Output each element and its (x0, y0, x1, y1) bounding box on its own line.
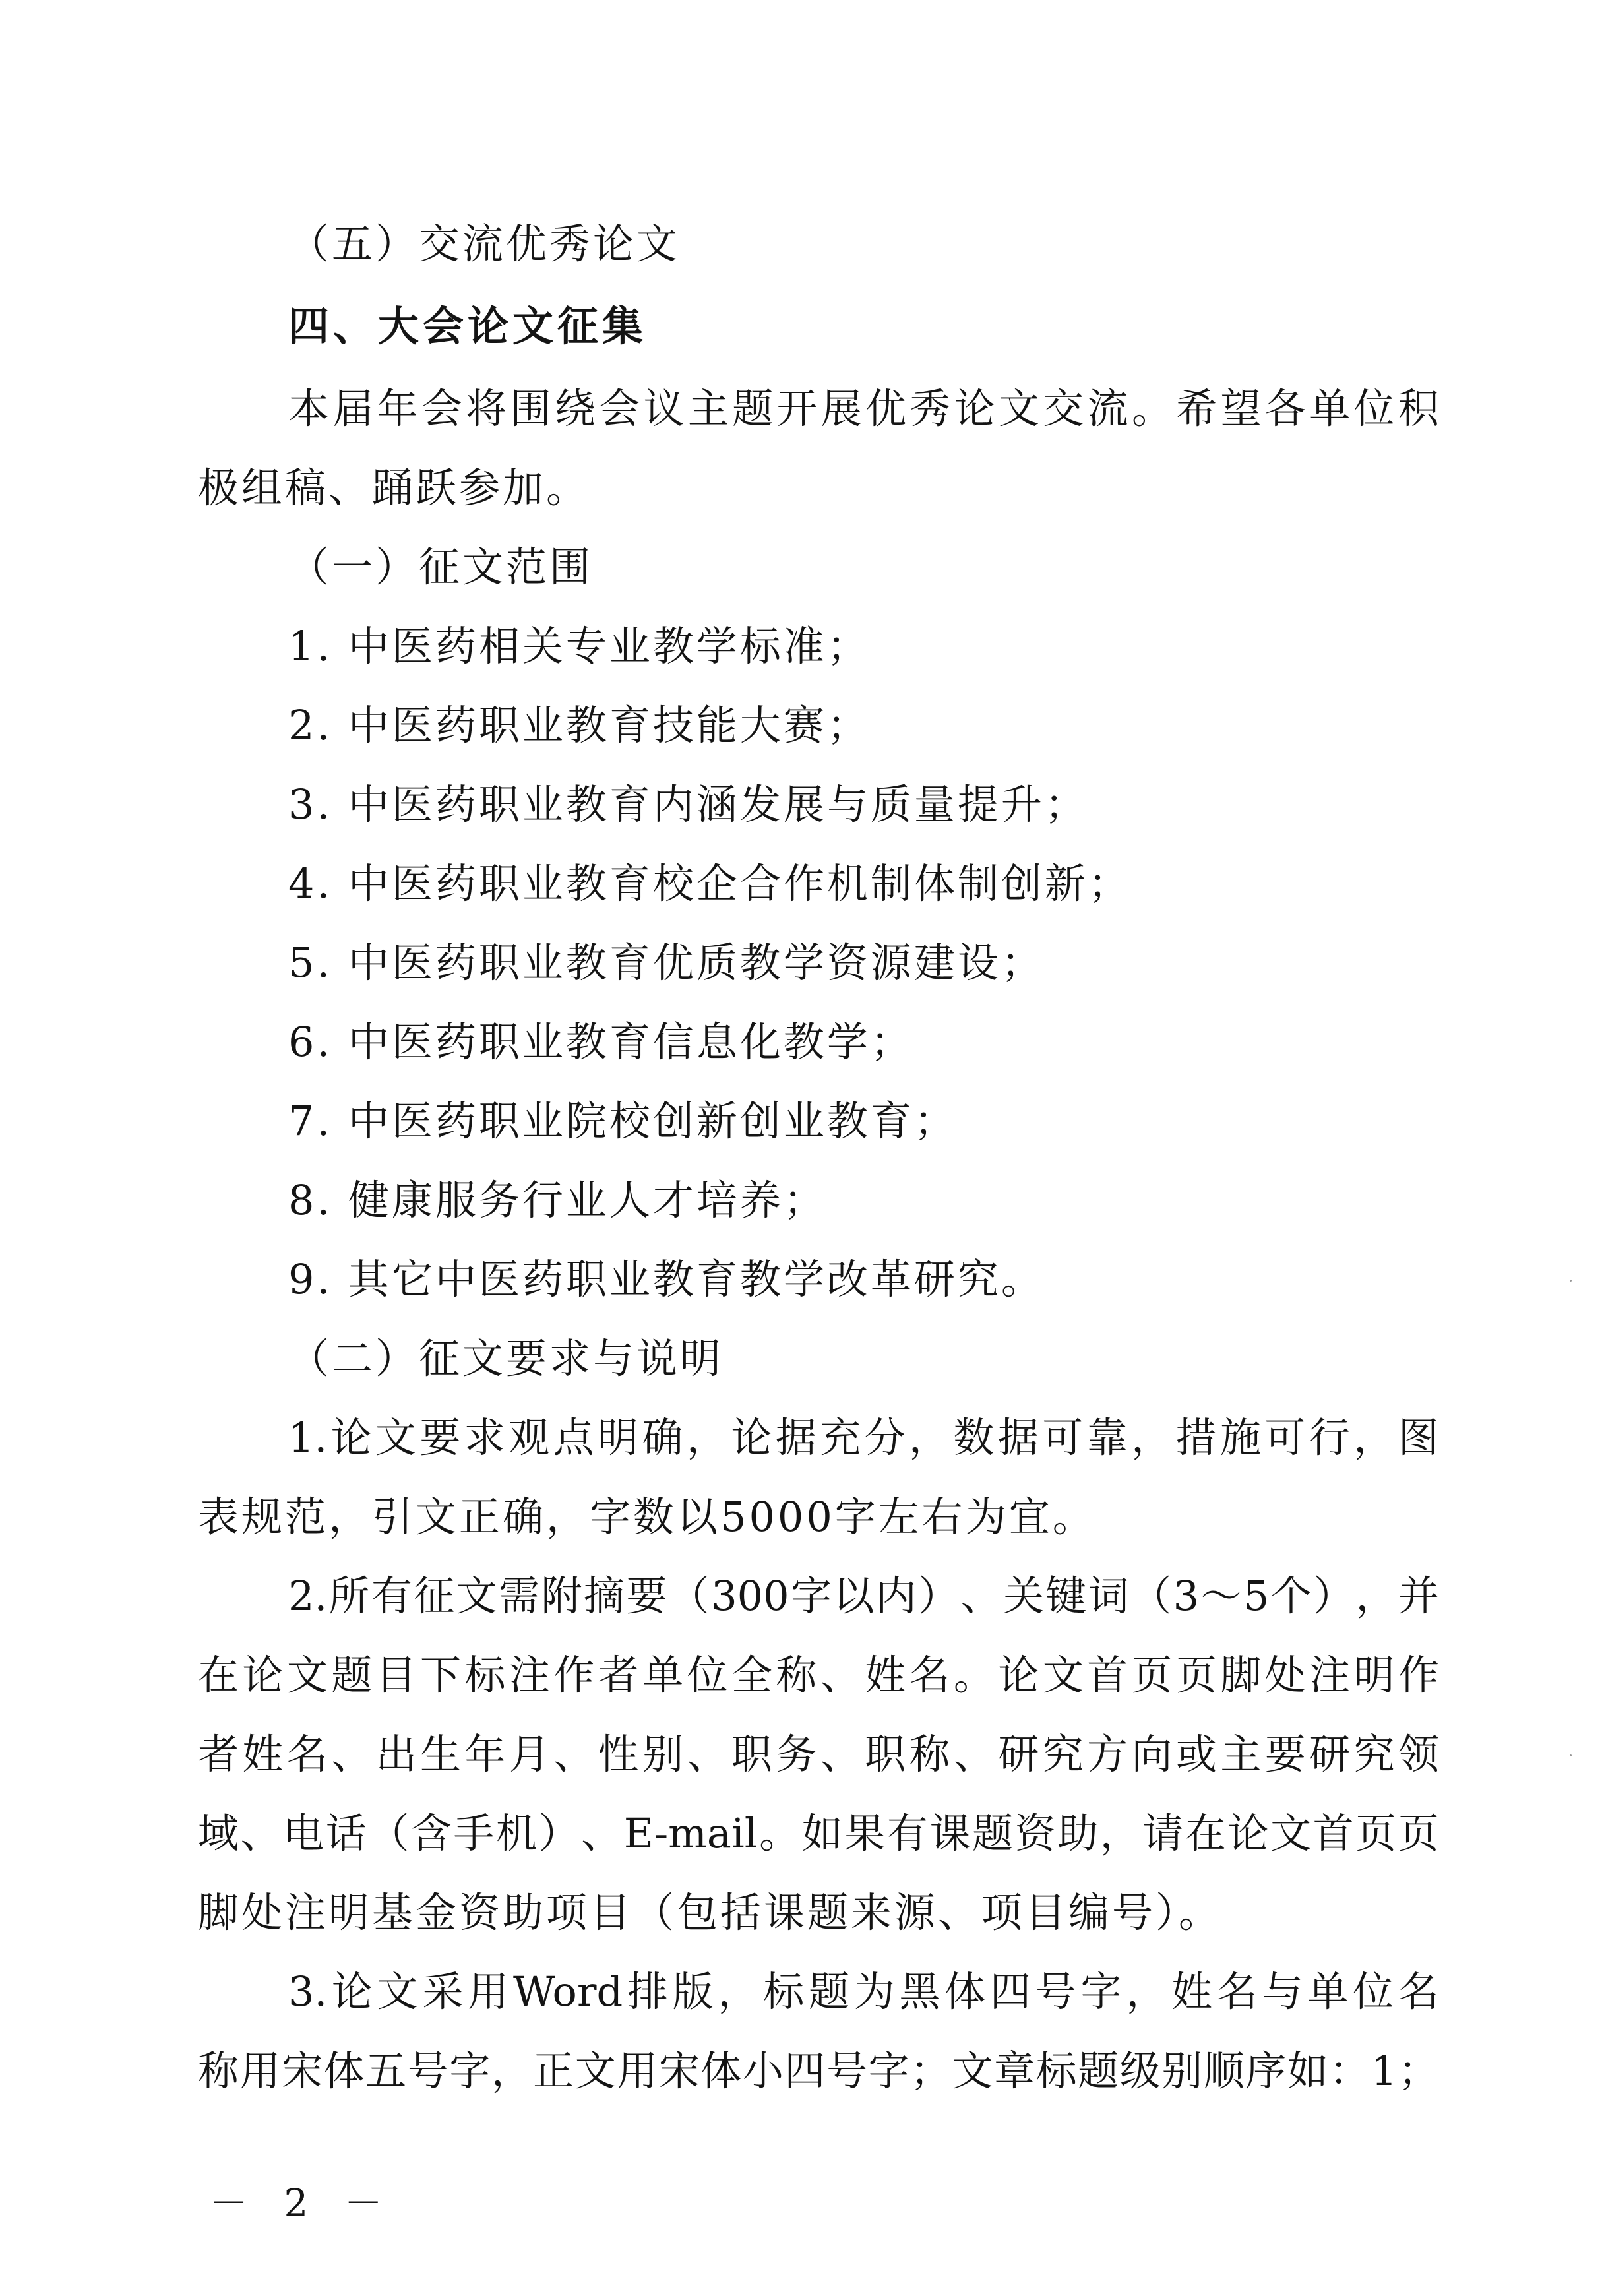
glyph: 3. (288, 1968, 328, 2016)
list-item: 5. 中医药职业教育优质教学资源建设； (288, 939, 1045, 987)
glyph: 称 (776, 1651, 817, 1699)
glyph: ， (1099, 1809, 1141, 1857)
glyph: 四 (784, 2047, 826, 2095)
glyph: ， (686, 1413, 727, 1462)
glyph: 标 (464, 1651, 506, 1699)
glyph: 摘 (583, 1572, 625, 1620)
section-subheading-five: （五）交流优秀论文 (288, 220, 681, 268)
glyph: 字 (868, 2047, 909, 2095)
requirement-1-line-1 (288, 1412, 1439, 1464)
glyph: 为 (853, 1968, 895, 2016)
glyph: 助 (1057, 1809, 1099, 1857)
glyph: 围 (510, 385, 551, 433)
glyph: 页 (1131, 1651, 1173, 1699)
glyph: 300 (711, 1572, 789, 1620)
glyph: 领 (1398, 1730, 1439, 1778)
glyph: 性 (598, 1730, 639, 1778)
glyph: （ (668, 1572, 710, 1620)
glyph: ； (910, 2047, 952, 2095)
scan-speck (1570, 1754, 1572, 1756)
list-item: 2. 中医药职业教育技能大赛； (288, 701, 871, 749)
glyph: 号 (1035, 1968, 1076, 2016)
glyph: 注 (508, 1651, 550, 1699)
glyph: 1 (1371, 2047, 1398, 2095)
glyph: 论 (998, 1651, 1039, 1699)
glyph: 体 (700, 2047, 742, 2095)
glyph: 积 (1398, 385, 1439, 433)
subheading-scope: （一）征文范围 (288, 543, 594, 591)
glyph: 论 (1227, 1809, 1269, 1857)
glyph: 名 (286, 1730, 328, 1778)
glyph: 明 (598, 1413, 639, 1462)
glyph: ， (718, 1968, 759, 2016)
glyph: 者 (598, 1651, 639, 1699)
glyph: 5 (1243, 1572, 1270, 1620)
glyph: 年 (377, 385, 418, 433)
glyph: 所 (328, 1572, 370, 1620)
glyph: 文 (456, 1572, 497, 1620)
glyph: 体 (944, 1968, 986, 2016)
glyph: 、 (687, 1730, 728, 1778)
glyph: 向 (1131, 1730, 1173, 1778)
glyph: 论 (331, 1968, 373, 2016)
glyph: （ (1130, 1572, 1172, 1620)
glyph: 单 (1309, 385, 1351, 433)
glyph: 个 (1270, 1572, 1312, 1620)
glyph: 观 (508, 1413, 550, 1462)
glyph: 行 (1309, 1413, 1350, 1462)
paragraph-intro-line-2: 极组稿、踊跃参加。 (198, 464, 590, 512)
glyph: 、 (240, 1809, 282, 1857)
glyph: 字 (1080, 1968, 1122, 2016)
glyph: Word (512, 1968, 623, 2016)
glyph: 用 (468, 1968, 509, 2016)
glyph: 版 (672, 1968, 714, 2016)
glyph: 称 (198, 2047, 239, 2095)
glyph: 位 (1353, 1968, 1394, 2016)
glyph: 究 (1353, 1730, 1395, 1778)
glyph: 四 (990, 1968, 1032, 2016)
glyph: 关 (1002, 1572, 1044, 1620)
glyph: 在 (198, 1651, 239, 1699)
glyph: 话 (325, 1809, 367, 1857)
glyph: 页 (1175, 1651, 1217, 1699)
glyph: ： (1329, 2047, 1371, 2095)
glyph: 施 (1220, 1413, 1262, 1462)
glyph: 手 (453, 1809, 495, 1857)
glyph: 议 (643, 385, 685, 433)
glyph: 据 (997, 1413, 1039, 1462)
glyph: 、 (581, 1809, 623, 1857)
glyph: 与 (1262, 1968, 1303, 2016)
glyph: 用 (239, 2047, 281, 2095)
glyph: 作 (553, 1651, 595, 1699)
glyph: 、 (953, 1730, 995, 1778)
glyph: 题 (808, 1968, 849, 2016)
subheading-requirements: （二）征文要求与说明 (288, 1334, 724, 1382)
scan-speck (1570, 1280, 1572, 1282)
glyph: 会 (599, 385, 640, 433)
glyph: 月 (508, 1730, 550, 1778)
glyph: 将 (466, 385, 507, 433)
glyph: 研 (998, 1730, 1039, 1778)
glyph: 。 (1131, 385, 1173, 433)
glyph: 别 (642, 1730, 684, 1778)
glyph: 论 (731, 1413, 772, 1462)
glyph: 如 (1287, 2047, 1328, 2095)
glyph: 字 (449, 2047, 491, 2095)
glyph: 黑 (899, 1968, 940, 2016)
glyph: 字 (790, 1572, 832, 1620)
glyph: ， (1131, 1413, 1173, 1462)
glyph: 年 (464, 1730, 506, 1778)
glyph: 采 (422, 1968, 464, 2016)
glyph: 键 (1045, 1572, 1087, 1620)
glyph: 有 (886, 1809, 928, 1857)
glyph: 章 (994, 2047, 1035, 2095)
glyph: 内 (875, 1572, 917, 1620)
glyph: 宋 (282, 2047, 323, 2095)
glyph: 作 (1398, 1651, 1439, 1699)
glyph: 。 (759, 1809, 801, 1857)
glyph: ， (909, 1413, 950, 1462)
glyph: ） (538, 1809, 580, 1857)
paragraph-intro-line-1 (288, 383, 1439, 435)
glyph: 届 (332, 385, 374, 433)
glyph: 出 (375, 1730, 417, 1778)
glyph: 并 (1398, 1572, 1439, 1620)
glyph: ， (1126, 1968, 1167, 2016)
glyph: 开 (776, 385, 818, 433)
requirement-2-line-4 (198, 1807, 1439, 1860)
glyph: 名 (1398, 1968, 1439, 2016)
glyph: 称 (909, 1730, 950, 1778)
glyph: 点 (553, 1413, 594, 1462)
glyph: 要 (1264, 1730, 1306, 1778)
glyph: 文 (999, 385, 1040, 433)
list-item: 8. 健康服务行业人才培养； (288, 1176, 827, 1224)
glyph: 位 (1353, 385, 1395, 433)
glyph: 3 (1173, 1572, 1200, 1620)
glyph: 脚 (1220, 1651, 1262, 1699)
glyph: 希 (1176, 385, 1217, 433)
glyph: 首 (1087, 1651, 1128, 1699)
glyph: 求 (464, 1413, 505, 1462)
glyph: 注 (1309, 1651, 1351, 1699)
glyph: ， (1355, 1572, 1397, 1620)
glyph: 在 (1185, 1809, 1226, 1857)
glyph: 下 (420, 1651, 462, 1699)
glyph: 题 (1078, 2047, 1119, 2095)
requirement-3-line-1 (288, 1966, 1439, 2018)
glyph: 交 (1043, 385, 1084, 433)
list-item: 1. 中医药相关专业教学标准； (288, 622, 871, 670)
glyph: 五 (365, 2047, 407, 2095)
glyph: ～ (1200, 1572, 1242, 1620)
glyph: 主 (687, 385, 729, 433)
glyph: ） (918, 1572, 960, 1620)
glyph: 各 (1264, 385, 1306, 433)
glyph: 会 (421, 385, 462, 433)
glyph: 生 (420, 1730, 462, 1778)
glyph: 可 (1042, 1413, 1084, 1462)
glyph: 展 (820, 385, 862, 433)
glyph: 文 (377, 1968, 418, 2016)
glyph: 目 (375, 1651, 417, 1699)
glyph: 文 (286, 1651, 328, 1699)
glyph: 图 (1398, 1413, 1439, 1462)
glyph: 需 (499, 1572, 540, 1620)
glyph: 究 (1042, 1730, 1084, 1778)
requirement-3-line-2 (198, 2045, 1439, 2097)
glyph: 征 (414, 1572, 455, 1620)
glyph: 课 (929, 1809, 971, 1857)
page-number: － 2 － (210, 2181, 394, 2225)
glyph: 1. (288, 1413, 328, 1462)
glyph: 论 (242, 1651, 284, 1699)
glyph: 、 (820, 1651, 861, 1699)
glyph: 姓 (1171, 1968, 1213, 2016)
glyph: 、 (553, 1730, 595, 1778)
glyph: 文 (1270, 1809, 1312, 1857)
glyph: 标 (763, 1968, 805, 2016)
glyph: 确 (642, 1413, 683, 1462)
glyph: 要 (419, 1413, 461, 1462)
glyph: 。 (953, 1651, 995, 1699)
glyph: 姓 (865, 1651, 906, 1699)
glyph: 姓 (242, 1730, 284, 1778)
glyph: 绕 (554, 385, 596, 433)
glyph: 研 (1309, 1730, 1351, 1778)
glyph: 标 (1035, 2047, 1077, 2095)
glyph: 序 (1245, 2047, 1287, 2095)
glyph: 别 (1161, 2047, 1203, 2095)
glyph: 望 (1220, 385, 1262, 433)
glyph: 位 (687, 1651, 728, 1699)
glyph: 果 (844, 1809, 886, 1857)
glyph: 以 (833, 1572, 875, 1620)
glyph: 名 (909, 1651, 950, 1699)
list-item: 9. 其它中医药职业教育教学改革研究。 (288, 1255, 1045, 1303)
glyph: 顺 (1203, 2047, 1245, 2095)
glyph: 论 (954, 385, 995, 433)
glyph: 名 (1216, 1968, 1258, 2016)
glyph: 正 (533, 2047, 574, 2095)
glyph: 含 (410, 1809, 452, 1857)
glyph: 本 (288, 385, 330, 433)
glyph: 宋 (658, 2047, 700, 2095)
glyph: 号 (826, 2047, 867, 2095)
glyph: 单 (1307, 1968, 1349, 2016)
glyph: 优 (865, 385, 907, 433)
glyph: 全 (731, 1651, 772, 1699)
glyph: 或 (1175, 1730, 1217, 1778)
glyph: 体 (323, 2047, 365, 2095)
glyph: 电 (283, 1809, 324, 1857)
glyph: 2. (288, 1572, 328, 1620)
glyph: 分 (864, 1413, 906, 1462)
glyph: E-mail (623, 1809, 758, 1857)
glyph: 词 (1088, 1572, 1129, 1620)
glyph: 资 (1014, 1809, 1056, 1857)
glyph: 附 (541, 1572, 582, 1620)
glyph: 页 (1398, 1809, 1439, 1857)
list-item: 7. 中医药职业院校创新创业教育； (288, 1097, 958, 1145)
glyph: 、 (331, 1730, 373, 1778)
glyph: 题 (732, 385, 774, 433)
glyph: 号 (407, 2047, 448, 2095)
glyph: 用 (617, 2047, 658, 2095)
glyph: 如 (801, 1809, 843, 1857)
glyph: 务 (776, 1730, 817, 1778)
glyph: 主 (1220, 1730, 1262, 1778)
glyph: ， (1353, 1413, 1395, 1462)
glyph: 级 (1119, 2047, 1161, 2095)
glyph: ， (491, 2047, 532, 2095)
requirement-2-line-3 (198, 1728, 1439, 1781)
glyph: 要 (626, 1572, 667, 1620)
glyph: 域 (198, 1809, 239, 1857)
glyph: 据 (775, 1413, 816, 1462)
glyph: 题 (331, 1651, 373, 1699)
glyph: 文 (574, 2047, 616, 2095)
list-item: 4. 中医药职业教育校企合作机制体制创新； (288, 859, 1132, 908)
glyph: 机 (496, 1809, 538, 1857)
glyph: 职 (731, 1730, 772, 1778)
glyph: 秀 (909, 385, 951, 433)
glyph: 职 (865, 1730, 906, 1778)
glyph: 充 (820, 1413, 861, 1462)
glyph: 者 (198, 1730, 239, 1778)
glyph: 页 (1355, 1809, 1397, 1857)
requirement-1-line-2: 表规范，引文正确，字数以5000字左右为宜。 (198, 1493, 1096, 1541)
glyph: 数 (953, 1413, 995, 1462)
glyph: 文 (952, 2047, 993, 2095)
glyph: 排 (627, 1968, 668, 2016)
glyph: ； (1398, 2047, 1439, 2095)
requirement-2-line-5: 脚处注明基金资助项目（包括课题来源、项目编号）。 (198, 1888, 1223, 1937)
glyph: 流 (1087, 385, 1128, 433)
glyph: 处 (1264, 1651, 1306, 1699)
glyph: 明 (1353, 1651, 1395, 1699)
glyph: ） (1313, 1572, 1355, 1620)
glyph: 靠 (1086, 1413, 1128, 1462)
glyph: 小 (742, 2047, 784, 2095)
glyph: （ (368, 1809, 410, 1857)
glyph: 方 (1087, 1730, 1128, 1778)
glyph: 题 (972, 1809, 1014, 1857)
glyph: 请 (1142, 1809, 1184, 1857)
list-item: 3. 中医药职业教育内涵发展与质量提升； (288, 780, 1088, 828)
glyph: 论 (330, 1413, 372, 1462)
glyph: 有 (371, 1572, 412, 1620)
list-item: 6. 中医药职业教育信息化教学； (288, 1018, 914, 1066)
glyph: 、 (960, 1572, 1002, 1620)
glyph: 、 (820, 1730, 861, 1778)
glyph: 文 (375, 1413, 416, 1462)
glyph: 可 (1264, 1413, 1306, 1462)
requirement-2-line-1 (288, 1570, 1439, 1623)
glyph: 措 (1175, 1413, 1217, 1462)
glyph: 首 (1312, 1809, 1354, 1857)
glyph: 单 (642, 1651, 684, 1699)
requirement-2-line-2 (198, 1649, 1439, 1702)
section-heading-four: 四、大会论文征集 (288, 302, 648, 350)
glyph: 文 (1042, 1651, 1084, 1699)
